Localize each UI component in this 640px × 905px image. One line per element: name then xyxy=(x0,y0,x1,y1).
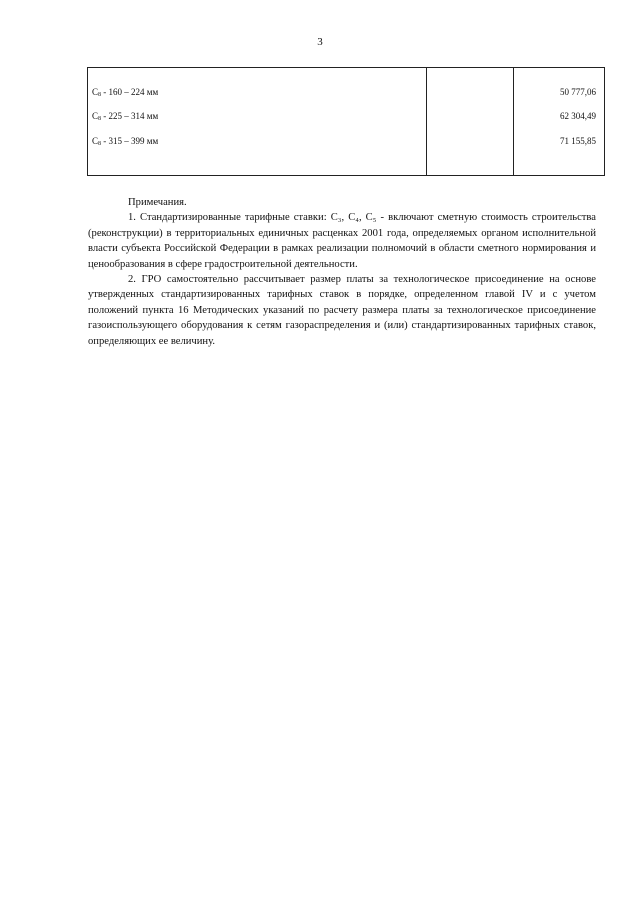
page-number: 3 xyxy=(317,36,323,48)
rate-value: 50 777,06 xyxy=(560,87,596,97)
rate-label: C8 - 315 – 399 мм xyxy=(92,136,159,147)
note-item-1: 1. Стандартизированные тарифные ставки: С₃, С₄, С₅ - включают сметную стоимость строительства (реконструкции) в территориальных единичных расценках 2001 года, определяемых органом исполнительной власти субъекта Российской Федерации в рамках реализации полномочий в области сметного нормирования и ценообразования в сфере градостроительной деятельности. xyxy=(88,212,596,270)
notes-heading: Примечания. xyxy=(128,197,187,208)
table-row xyxy=(88,134,604,148)
rate-table xyxy=(87,67,605,176)
notes-section xyxy=(88,195,596,349)
table-row xyxy=(88,109,604,123)
rate-label: C8 - 225 – 314 мм xyxy=(92,111,159,122)
rate-label: C8 - 160 – 224 мм xyxy=(92,87,159,98)
table-row xyxy=(88,85,604,99)
rate-value: 71 155,85 xyxy=(560,136,596,146)
rate-value: 62 304,49 xyxy=(560,111,596,121)
note-item-2: 2. ГРО самостоятельно рассчитывает размер платы за технологическое присоединение на основе утвержденных стандартизированных тарифных ставок в порядке, определенном главой IV и с учетом положений пункта 16 Методических указаний по расчету размера платы за технологическое присоединение газоиспользующего оборудования к сетям газораспределения и (или) стандартизированных тарифных ставок, определяющих ее величину. xyxy=(88,274,596,347)
